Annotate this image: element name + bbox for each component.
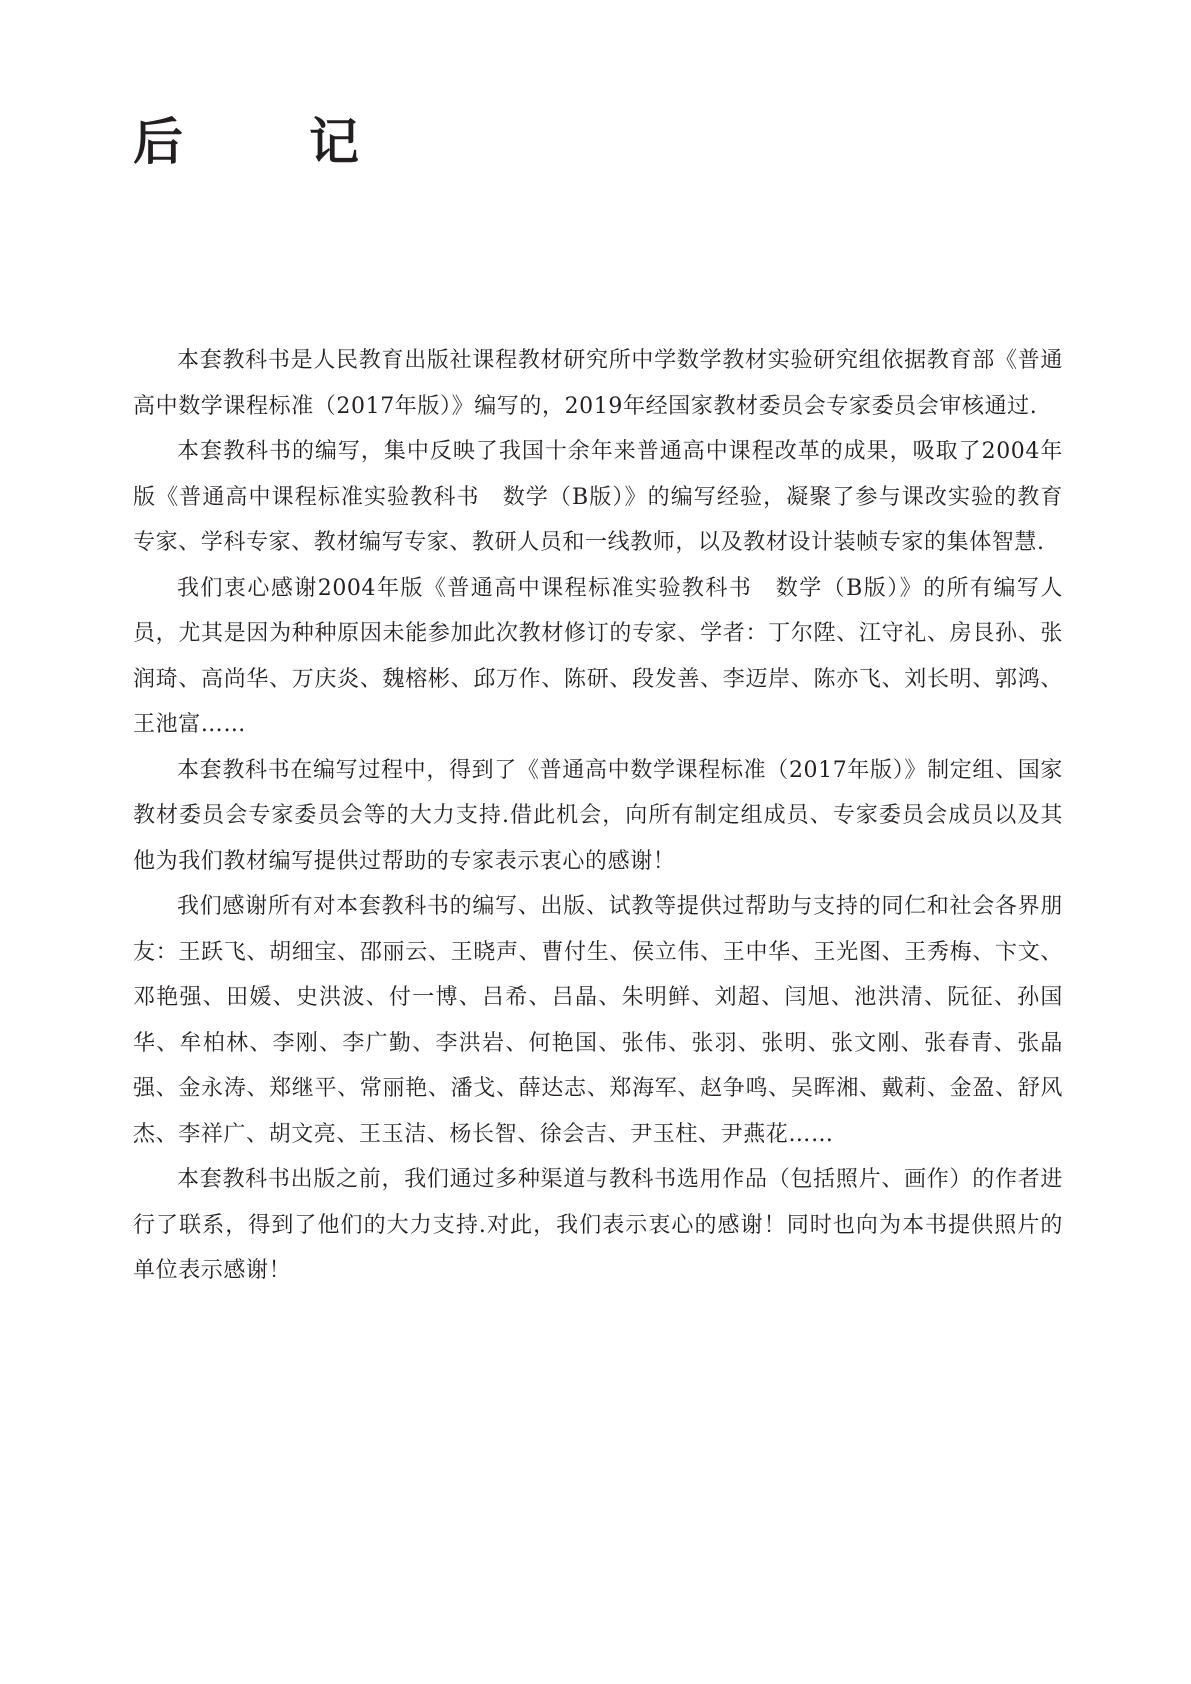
page-title: 后 记 [133,112,397,171]
paragraph-3: 我们衷心感谢2004年版《普通高中课程标准实验教科书 数学（B版）》的所有编写人员，尤其是因为种种原因未能参加此次教材修订的专家、学者：丁尔陞、江守礼、房艮孙、张润琦、高尚华、万庆炎、魏榕彬、邱万作、陈研、段发善、李迈岸、陈亦飞、刘长明、郭鸿、王池富…… [133,575,1063,737]
afterword-body [133,338,1063,1294]
paragraph-6: 本套教科书出版之前，我们通过多种渠道与教科书选用作品（包括照片、画作）的作者进行了联系，得到了他们的大力支持.对此，我们表示衷心的感谢！同时也向为本书提供照片的单位表示感谢！ [133,1167,1063,1283]
paragraph-5: 我们感谢所有对本套教科书的编写、出版、试教等提供过帮助与支持的同仁和社会各界朋友：王跃飞、胡细宝、邵丽云、王晓声、曹付生、侯立伟、王中华、王光图、王秀梅、卞文、邓艳强、田媛、史洪波、付一博、吕希、吕晶、朱明鲜、刘超、闫旭、池洪清、阮征、孙国华、牟柏林、李刚、李广勤、李洪岩、何艳国、张伟、张羽、张明、张文刚、张春青、张晶强、金永涛、郑继平、常丽艳、潘戈、薛达志、郑海军、赵争鸣、吴晖湘、戴莉、金盈、舒风杰、李祥广、胡文亮、王玉洁、杨长智、徐会吉、尹玉柱、尹燕花…… [133,894,1063,1147]
paragraph-4: 本套教科书在编写过程中，得到了《普通高中数学课程标准（2017年版）》制定组、国家教材委员会专家委员会等的大力支持.借此机会，向所有制定组成员、专家委员会成员以及其他为我们教材编写提供过帮助的专家表示衷心的感谢！ [133,757,1063,874]
paragraph-2: 本套教科书的编写，集中反映了我国十余年来普通高中课程改革的成果，吸取了2004年版《普通高中课程标准实验教科书 数学（B版）》的编写经验，凝聚了参与课改实验的教育专家、学科专家、教材编写专家、教研人员和一线教师，以及教材设计装帧专家的集体智慧. [133,439,1063,555]
paragraph-1: 本套教科书是人民教育出版社课程教材研究所中学数学教材实验研究组依据教育部《普通高中数学课程标准（2017年版）》编写的，2019年经国家教材委员会专家委员会审核通过. [133,348,1063,419]
